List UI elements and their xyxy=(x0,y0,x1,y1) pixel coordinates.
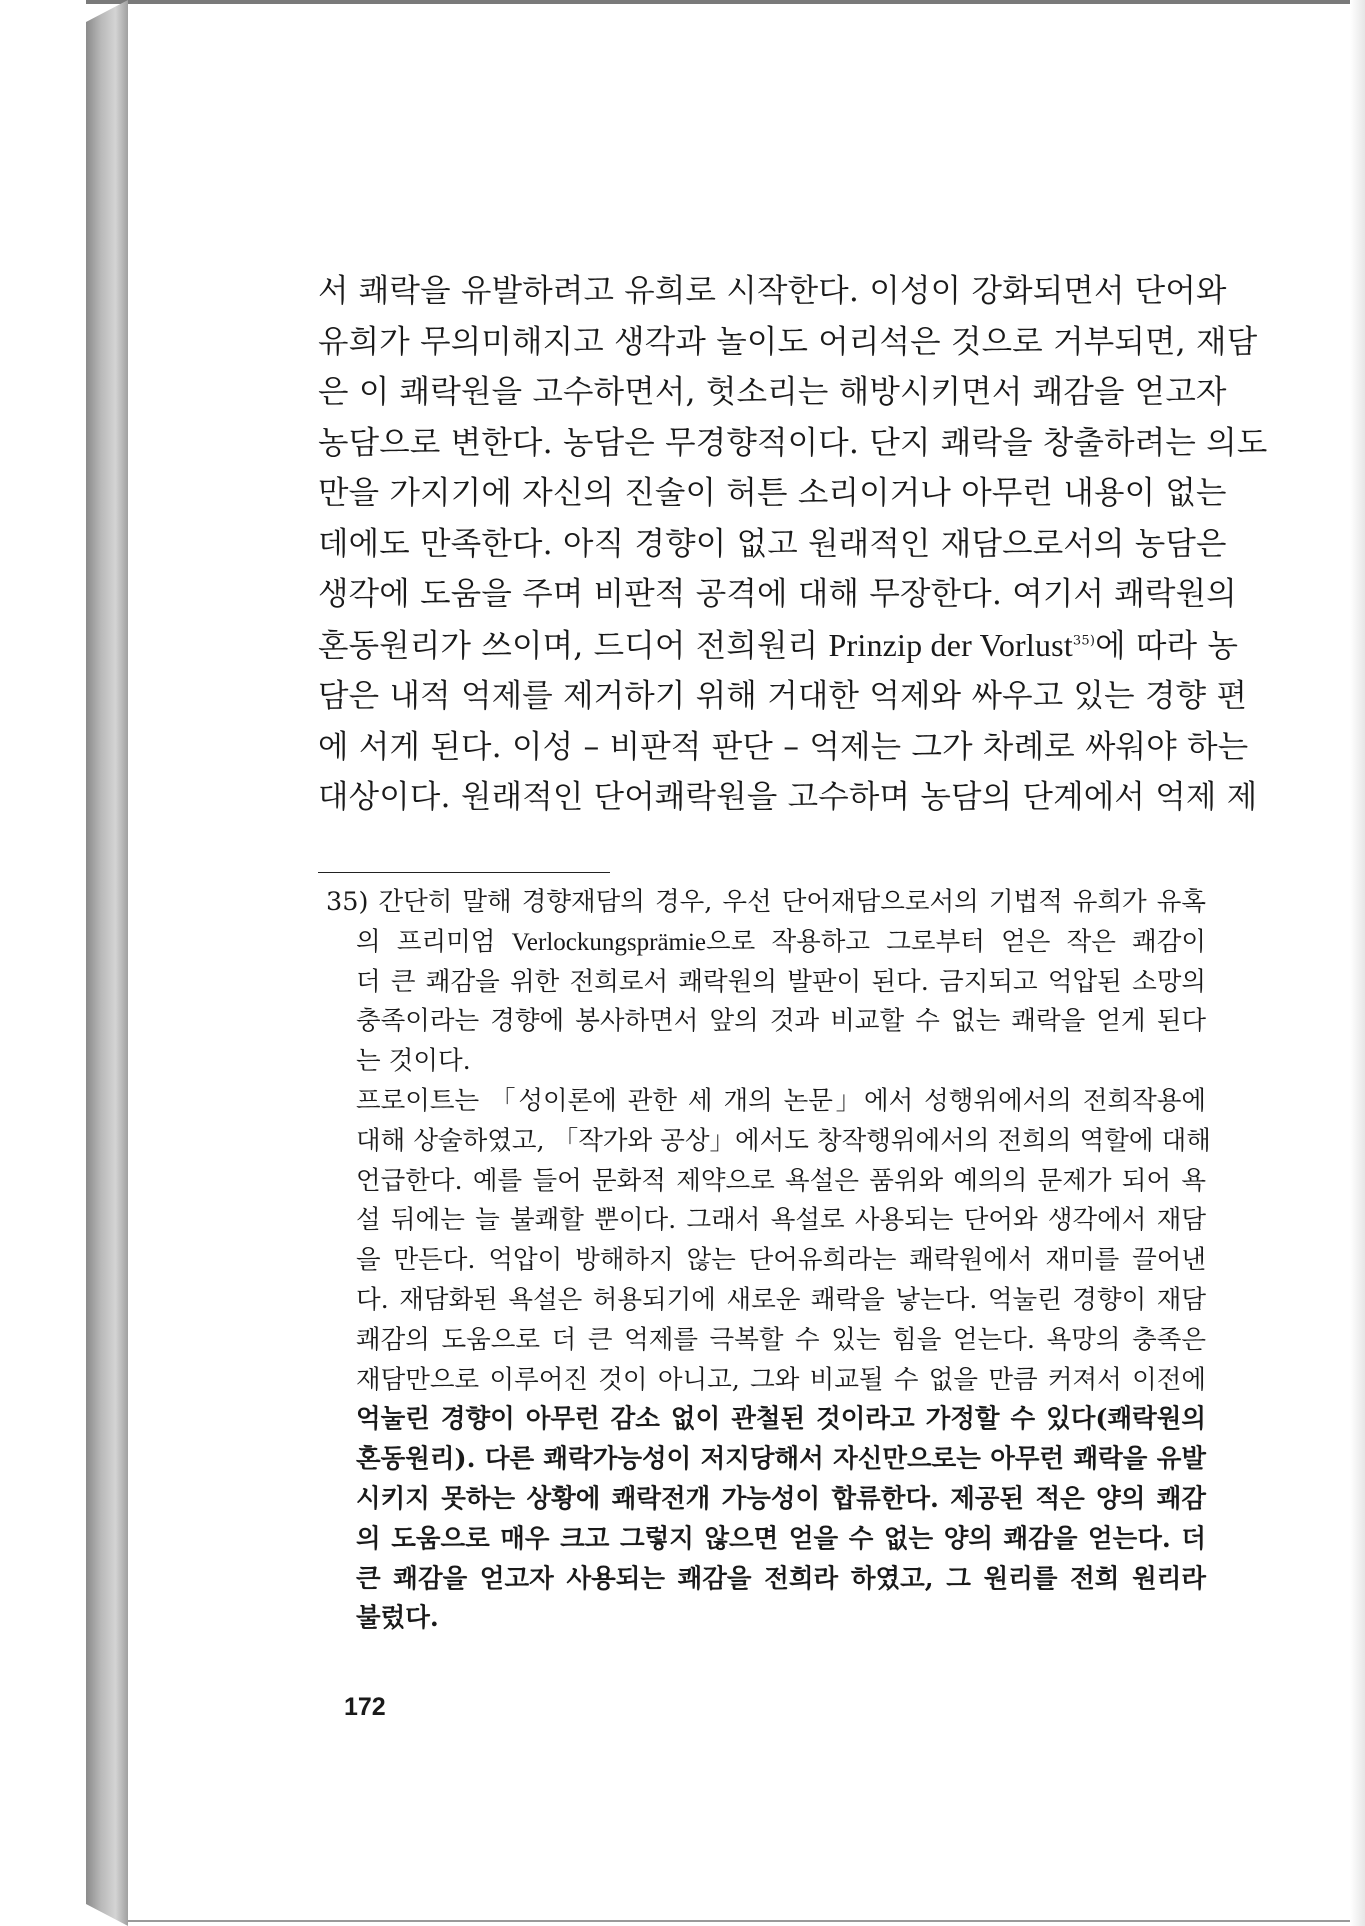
body-line-with-term xyxy=(318,620,1239,672)
body-text-segment: 혼동원리가 쓰이며, 드디어 전희원리 xyxy=(318,627,829,664)
body-line: 은 이 쾌락원을 고수하면서, 헛소리는 해방시키면서 쾌감을 얻고자 xyxy=(318,374,1227,410)
body-line: 농담으로 변한다. 농담은 무경향적이다. 단지 쾌락을 창출하려는 의도 xyxy=(318,424,1268,461)
footnote-line: 충족이라는 경향에 봉사하면서 앞의 것과 비교할 수 없는 쾌락을 얻게 된다 xyxy=(356,1006,1206,1037)
body-line: 데에도 만족한다. 아직 경향이 없고 원래적인 재담으로서의 농담은 xyxy=(318,525,1227,562)
page-edge-shadow xyxy=(1350,0,1365,1926)
footnote-line: 는 것이다. xyxy=(356,1046,471,1077)
body-line: 에 서게 된다. 이성 – 비판적 판단 – 억제는 그가 차례로 싸워야 하는 xyxy=(318,728,1249,765)
body-text-segment: 에 따라 농 xyxy=(1095,627,1239,664)
footnote-line: 쾌감의 도움으로 더 큰 억제를 극복할 수 있는 힘을 얻는다. 욕망의 충족은 xyxy=(356,1324,1206,1355)
body-line: 담은 내적 억제를 제거하기 위해 거대한 억제와 싸우고 있는 경향 편 xyxy=(318,678,1248,714)
footnote-separator xyxy=(318,872,610,873)
footnote-line: 언급한다. 예를 들어 문화적 제약으로 욕설은 품위와 예의의 문제가 되어 욕 xyxy=(356,1165,1206,1196)
footnote-text-segment: 으로 작용하고 그로부터 얻은 작은 쾌감이 xyxy=(706,926,1206,957)
footnote-line-with-term xyxy=(326,923,1206,963)
footnote-line: 억눌린 경향이 아무런 감소 없이 관철된 것이라고 가정할 수 있다(쾌락원의 xyxy=(356,1404,1206,1435)
footnote-line: 프로이트는 「성이론에 관한 세 개의 논문」에서 성행위에서의 전희작용에 xyxy=(356,1085,1206,1116)
footnote-line: 재담만으로 이루어진 것이 아니고, 그와 비교될 수 없을 만큼 커져서 이전에 xyxy=(356,1364,1206,1395)
footnote-line: 더 큰 쾌감을 위한 전희로서 쾌락원의 발판이 된다. 금지되고 억압된 소망의 xyxy=(356,966,1206,997)
book-spine xyxy=(86,0,128,1926)
main-body-text xyxy=(318,266,1268,823)
footnote-line: 을 만든다. 억압이 방해하지 않는 단어유희라는 쾌락원에서 재미를 끌어낸 xyxy=(356,1245,1206,1276)
footnote-line: 큰 쾌감을 얻고자 사용되는 쾌감을 전희라 하였고, 그 원리를 전희 원리라 xyxy=(356,1563,1206,1594)
footnote-line: 시키지 못하는 상황에 쾌락전개 가능성이 합류한다. 제공된 적은 양의 쾌감 xyxy=(356,1483,1206,1514)
footnote-line: 설 뒤에는 늘 불쾌할 뿐이다. 그래서 욕설로 사용되는 단어와 생각에서 재담 xyxy=(356,1205,1206,1236)
footnote-line: 의 도움으로 매우 크고 그렇지 않으면 얻을 수 없는 양의 쾌감을 얻는다. 더 xyxy=(356,1523,1206,1554)
german-term: Verlockungsprämie xyxy=(511,928,707,956)
footnote-text-segment: 의 프리미엄 xyxy=(356,926,512,957)
footnote-reference[interactable]: 35) xyxy=(1072,633,1096,648)
german-term: Prinzip der Vorlust xyxy=(828,626,1073,663)
footnote-line: 혼동원리). 다른 쾌락가능성이 저지당해서 자신만으로는 아무런 쾌락을 유발 xyxy=(356,1444,1206,1475)
footnote-line: 대해 상술하였고, 「작가와 공상」에서도 창작행위에서의 전희의 역할에 대해 xyxy=(356,1125,1211,1156)
footnote-line: 불렀다. xyxy=(356,1603,439,1634)
page-number: 172 xyxy=(344,1693,386,1721)
body-line: 만을 가지기에 자신의 진술이 허튼 소리이거나 아무런 내용이 없는 xyxy=(318,475,1227,511)
body-line: 서 쾌락을 유발하려고 유희로 시작한다. 이성이 강화되면서 단어와 xyxy=(318,273,1227,309)
footnote-line: 35) 간단히 말해 경향재담의 경우, 우선 단어재담으로서의 기법적 유희가 유혹 xyxy=(326,887,1206,917)
body-line: 생각에 도움을 주며 비판적 공격에 대해 무장한다. 여기서 쾌락원의 xyxy=(318,576,1237,612)
body-line: 대상이다. 원래적인 단어쾌락원을 고수하며 농담의 단계에서 억제 제 xyxy=(318,779,1258,815)
footnote-35 xyxy=(326,883,1211,1639)
footnote-line: 다. 재담화된 욕설은 허용되기에 새로운 쾌락을 낳는다. 억눌린 경향이 재담 xyxy=(356,1284,1206,1315)
body-line: 유희가 무의미해지고 생각과 놀이도 어리석은 것으로 거부되면, 재담 xyxy=(318,323,1258,360)
